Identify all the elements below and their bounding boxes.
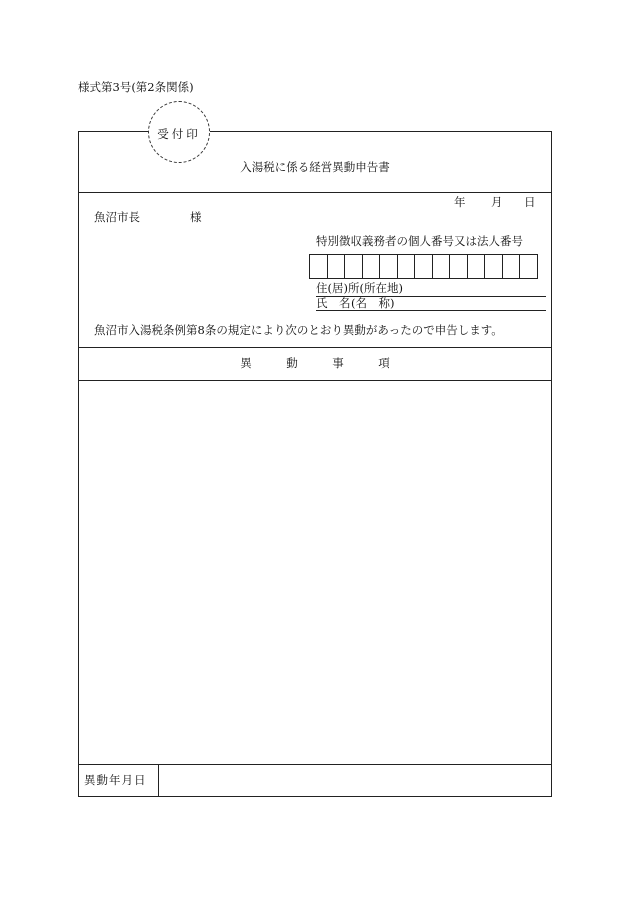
- number-digit-box[interactable]: [519, 254, 538, 279]
- document-title: 入湯税に係る経営異動申告書: [240, 160, 390, 174]
- number-digit-box[interactable]: [502, 254, 521, 279]
- date-year-label: 年: [454, 195, 466, 209]
- number-field-label: 特別徴収義務者の個人番号又は法人番号: [316, 234, 523, 248]
- individual-or-corporate-number-input[interactable]: [310, 254, 538, 279]
- number-digit-box[interactable]: [414, 254, 433, 279]
- name-input-line[interactable]: [316, 310, 546, 311]
- change-date-label: 異動年月日: [84, 773, 147, 787]
- number-digit-box[interactable]: [362, 254, 381, 279]
- addressee-honorific: 様: [190, 210, 202, 224]
- form-number-label: 様式第3号(第2条関係): [78, 80, 194, 94]
- number-digit-box[interactable]: [379, 254, 398, 279]
- number-digit-box[interactable]: [484, 254, 503, 279]
- number-digit-box[interactable]: [327, 254, 346, 279]
- date-month-label: 月: [491, 195, 503, 209]
- number-digit-box[interactable]: [344, 254, 363, 279]
- number-digit-box[interactable]: [449, 254, 468, 279]
- title-divider: [78, 192, 552, 193]
- number-digit-box[interactable]: [467, 254, 486, 279]
- number-digit-box[interactable]: [397, 254, 416, 279]
- change-date-input[interactable]: [159, 765, 551, 796]
- reception-stamp-label: 受付印: [157, 127, 201, 141]
- addressee-name: 魚沼市長: [94, 210, 140, 224]
- header-section-divider: [78, 347, 552, 348]
- declaration-text: 魚沼市入湯税条例第8条の規定により次のとおり異動があったので申告します。: [94, 323, 503, 337]
- number-digit-box[interactable]: [432, 254, 451, 279]
- date-day-label: 日: [524, 195, 536, 209]
- changes-section-header: 異 動 事 項: [240, 356, 390, 370]
- changes-details-area[interactable]: [79, 381, 551, 763]
- name-label: 氏 名: [316, 296, 351, 310]
- company-name-label: (名 称): [351, 296, 395, 310]
- number-digit-box[interactable]: [309, 254, 328, 279]
- address-label: 住(居)所(所在地): [316, 281, 403, 295]
